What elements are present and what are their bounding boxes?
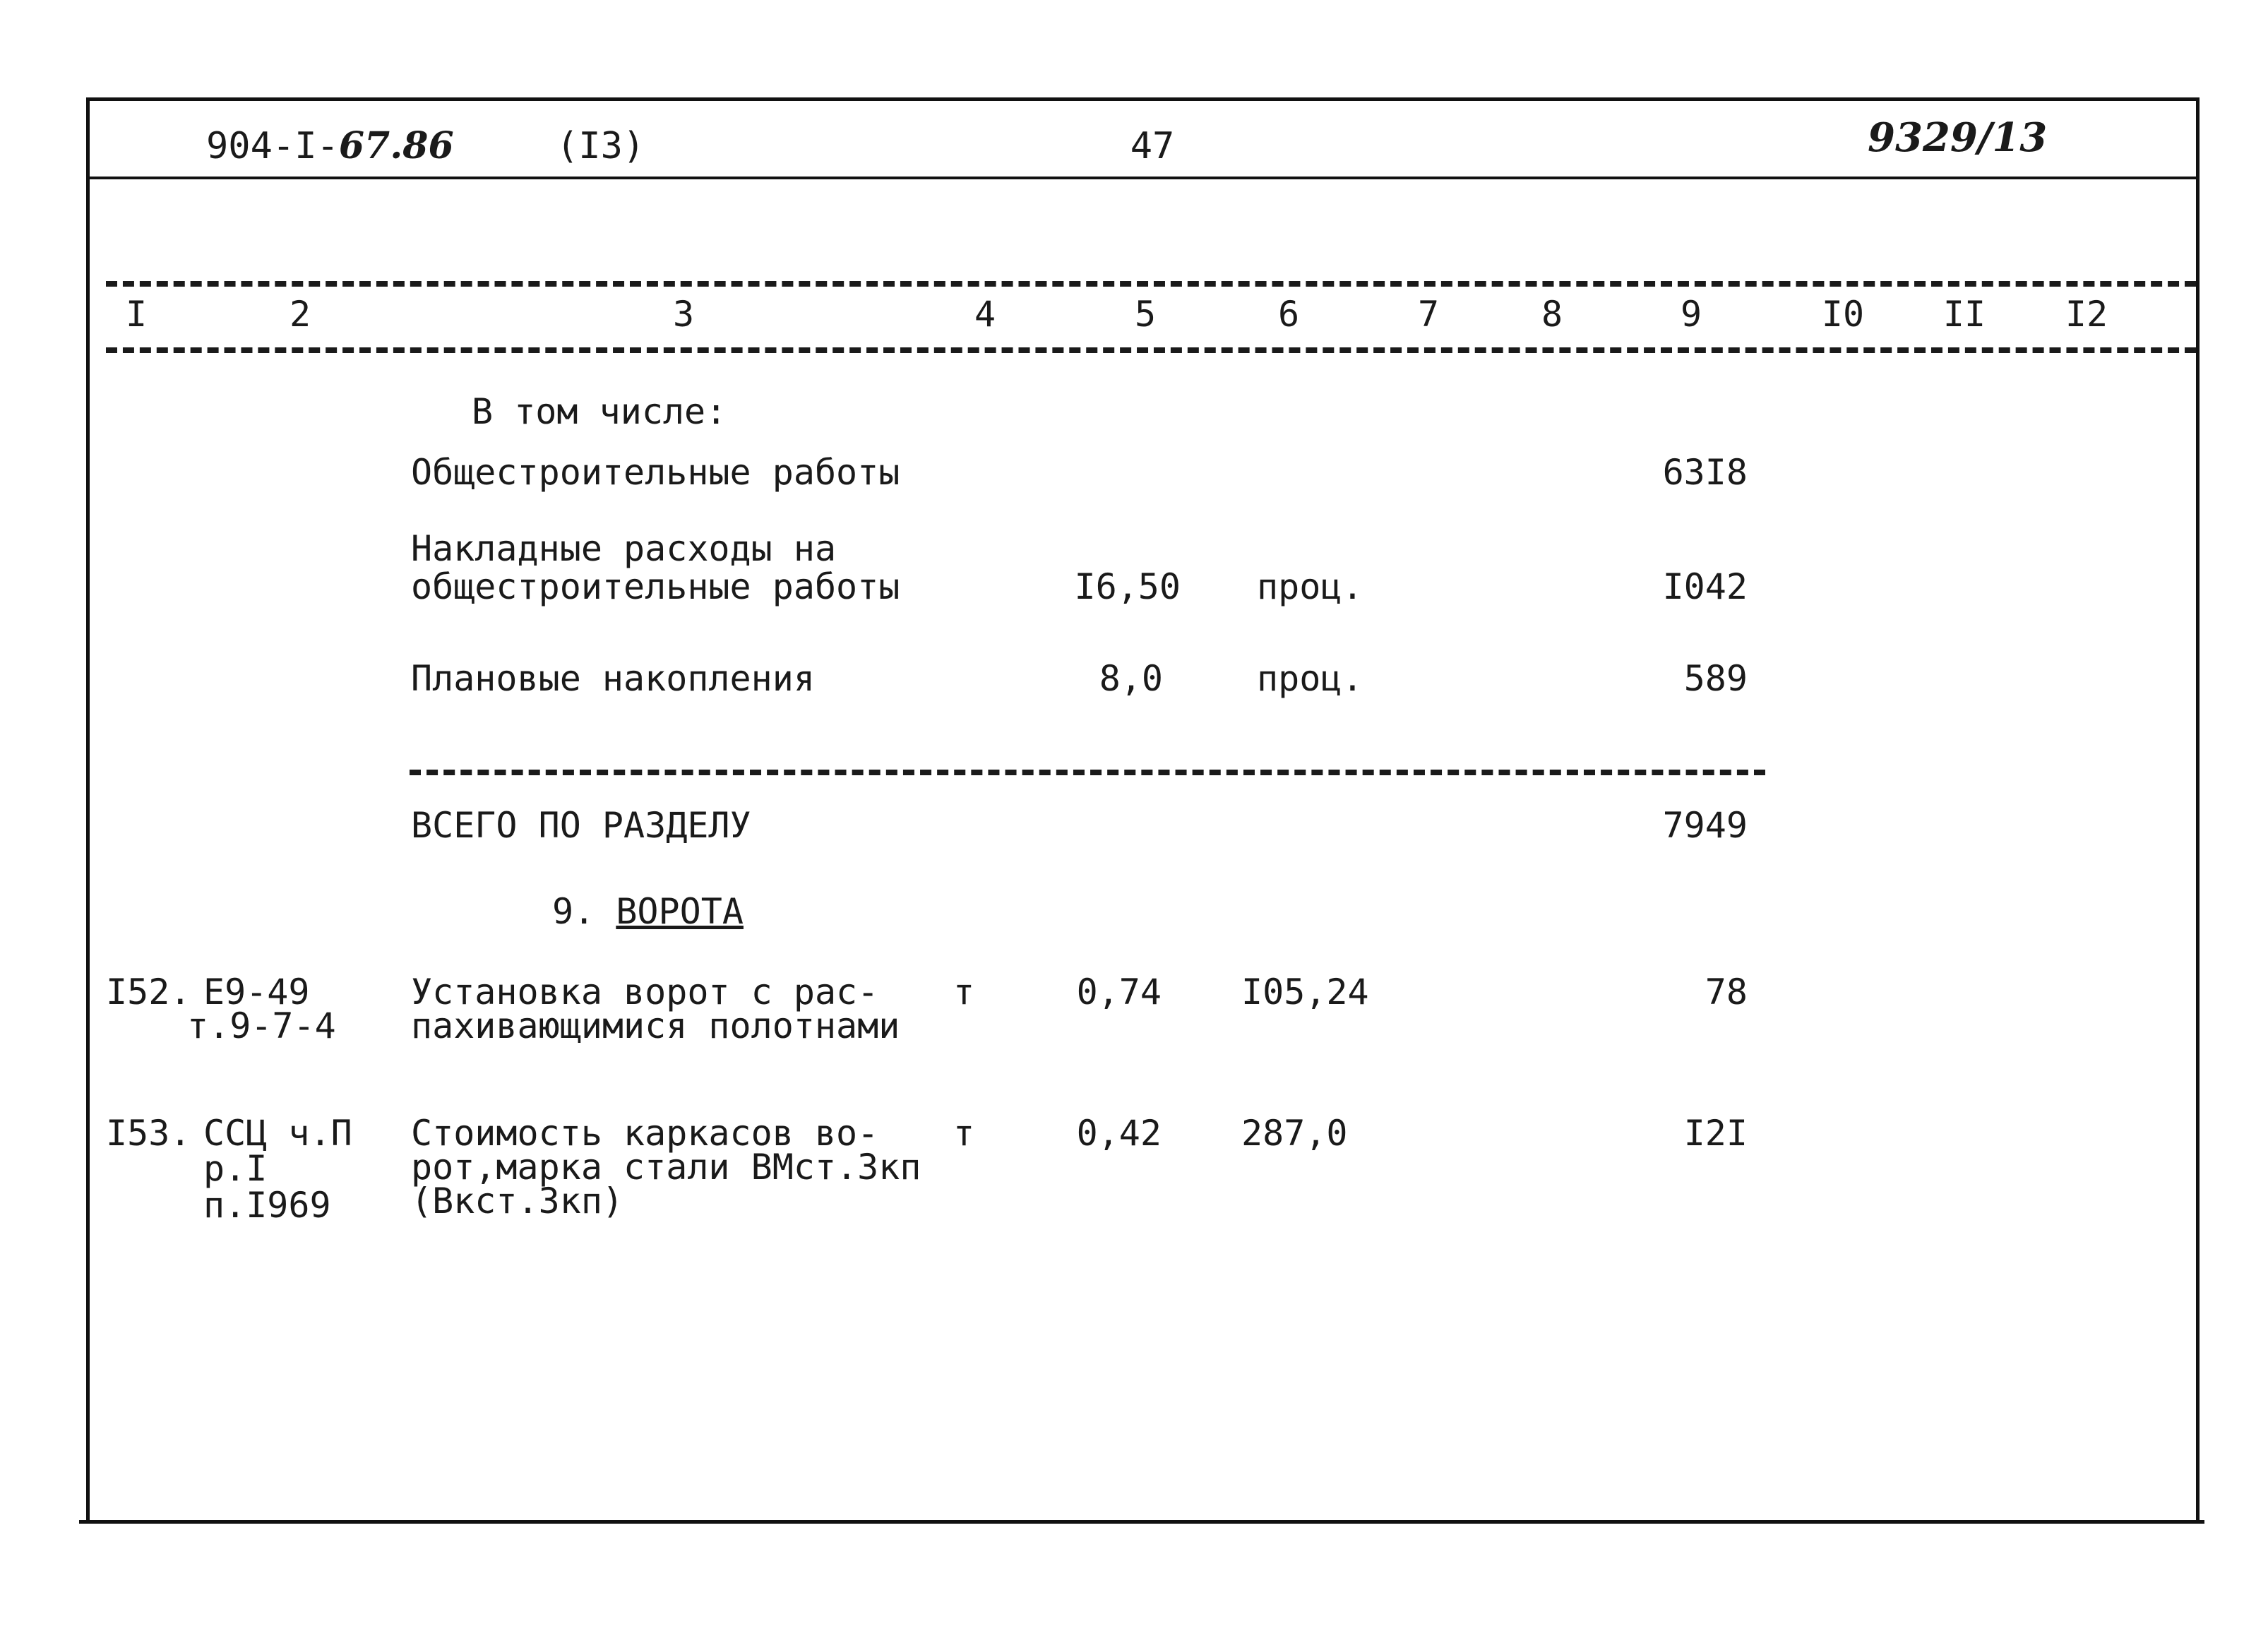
column-number-9: 9 (1680, 294, 1702, 335)
planned-unit: проц. (1257, 658, 1363, 699)
general-works-total: 63I8 (1662, 452, 1748, 493)
row-number: I52. (106, 972, 191, 1012)
row-total: I2I (1683, 1113, 1748, 1154)
column-number-4: 4 (974, 294, 996, 335)
row-quantity: 0,74 (1076, 972, 1162, 1012)
doc-number-printed: 904-I- (206, 125, 339, 167)
column-number-5: 5 (1134, 294, 1157, 335)
column-number-1: I (125, 294, 148, 335)
doc-number (206, 124, 454, 167)
row-description-line2: пахивающимися полотнами (411, 1005, 900, 1046)
row-quantity: 0,42 (1076, 1113, 1162, 1154)
row-number: I53. (106, 1113, 191, 1154)
overhead-unit: проц. (1257, 566, 1363, 607)
sheet-reference: 9329/13 (1868, 114, 2048, 161)
overhead-label-line1: Накладные расходы на (411, 528, 837, 569)
row-code-line2: р.I (203, 1148, 268, 1189)
planned-rate: 8,0 (1099, 658, 1163, 699)
frame-bottom-line (79, 1520, 2204, 1524)
row-unit: т (953, 1113, 975, 1154)
section-code: (I3) (556, 125, 645, 167)
column-band-top-dashes (106, 281, 2196, 287)
section-total-label: ВСЕГО ПО РАЗДЕЛУ (411, 805, 751, 846)
column-number-2: 2 (289, 294, 311, 335)
column-number-10: I0 (1821, 294, 1865, 335)
row-description-line2: рот,марка стали ВМст.3кп (411, 1147, 921, 1188)
row-description-line1: Стоимость каркасов во- (411, 1113, 879, 1154)
overhead-label-line2: общестроительные работы (411, 566, 900, 607)
row-unit: т (953, 972, 975, 1012)
row-code-line1: Е9-49 (203, 972, 310, 1012)
frame-left-line (86, 97, 90, 1524)
column-number-11: II (1942, 294, 1986, 335)
planned-total: 589 (1683, 658, 1748, 699)
column-number-8: 8 (1541, 294, 1563, 335)
general-works-label: Общестроительные работы (411, 452, 900, 493)
frame-right-line (2196, 97, 2200, 1524)
row-unit-price: I05,24 (1241, 972, 1369, 1012)
doc-number-handwritten: 67.86 (338, 124, 454, 167)
section-heading (552, 891, 744, 932)
overhead-rate: I6,50 (1074, 566, 1181, 607)
summary-separator-dashes (410, 770, 1765, 775)
row-code-line3: п.I969 (203, 1185, 331, 1226)
summary-intro: В том числе: (472, 391, 727, 432)
column-band-bottom-dashes (106, 347, 2196, 353)
row-code-line2: т.9-7-4 (187, 1005, 336, 1046)
planned-label: Плановые накопления (411, 658, 815, 699)
row-code-line1: ССЦ ч.П (203, 1113, 352, 1154)
section-heading-number: 9. (552, 891, 595, 932)
row-total: 78 (1705, 972, 1748, 1012)
column-number-12: I2 (2065, 294, 2108, 335)
overhead-total: I042 (1662, 566, 1748, 607)
row-unit-price: 287,0 (1241, 1113, 1348, 1154)
row-description-line1: Установка ворот с рас- (411, 972, 879, 1012)
row-description-line3: (Вкст.3кп) (411, 1181, 624, 1221)
column-number-7: 7 (1417, 294, 1440, 335)
header-divider (88, 177, 2200, 179)
section-total-value: 7949 (1662, 805, 1748, 846)
page-number: 47 (1130, 125, 1175, 167)
section-heading-title: ВОРОТА (616, 891, 744, 932)
frame-top-line (88, 97, 2200, 101)
column-number-6: 6 (1277, 294, 1300, 335)
column-number-3: 3 (672, 294, 695, 335)
